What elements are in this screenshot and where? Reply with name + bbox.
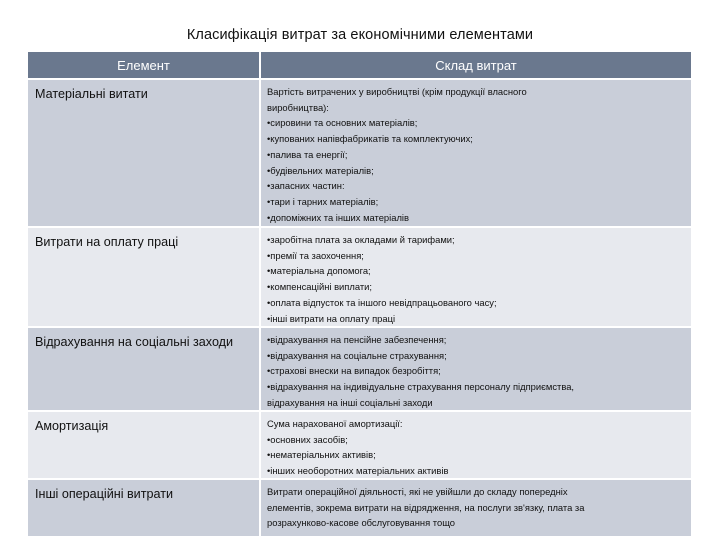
- composition-line: •основних засобів;: [267, 433, 348, 445]
- composition-line: Сума нарахованої амортизації:: [267, 418, 403, 429]
- composition-line: •відрахування на пенсійне забезпечення;: [267, 334, 447, 345]
- composition-line: елементів, зокрема витрати на відрядження, на послуги зв'язку, плата за: [267, 501, 585, 513]
- composition-line: •страхові внески на випадок безробіття;: [267, 365, 441, 377]
- row-element: Амортизація: [35, 419, 109, 433]
- row-element: Інші операційні витрати: [35, 487, 174, 501]
- composition-line: •інші витрати на оплату праці: [267, 312, 396, 324]
- row-element: Відрахування на соціальні заходи: [35, 335, 234, 349]
- composition-line: •відрахування на соціальне страхування;: [267, 349, 447, 361]
- table-row: [28, 410, 691, 478]
- composition-line: Вартість витрачених у виробництві (крім продукції власного: [267, 86, 527, 97]
- composition-line: •матеріальна допомога;: [267, 265, 371, 277]
- header-element: Елемент: [117, 57, 170, 73]
- composition-line: відрахування на інші соціальні заходи: [267, 396, 433, 408]
- composition-line: •премії та заохочення;: [267, 249, 364, 261]
- composition-line: Витрати операційної діяльності, які не увійшли до складу попередніх: [267, 486, 568, 497]
- header-composition: Склад витрат: [259, 52, 691, 78]
- table-header: [28, 52, 691, 78]
- composition-line: •відрахування на індивідуальне страхування персоналу підприємства,: [267, 381, 575, 393]
- composition-line: •запасних частин:: [267, 180, 345, 192]
- composition-line: •компенсаційні виплати;: [267, 281, 372, 293]
- composition-line: •нематеріальних активів;: [267, 449, 376, 461]
- table-row: [28, 478, 691, 536]
- table-row: [28, 326, 691, 410]
- composition-line: •сировини та основних матеріалів;: [267, 117, 418, 129]
- row-element: Матеріальні витати: [35, 87, 148, 101]
- composition-line: •заробітна плата за окладами й тарифами;: [267, 234, 455, 245]
- composition-line: розрахунково-касове обслуговування тощо: [267, 517, 456, 529]
- row-composition: [259, 480, 691, 536]
- composition-line: •тари і тарних матеріалів;: [267, 195, 379, 207]
- composition-line: •оплата відпусток та іншого невідпрацьованого часу;: [267, 296, 497, 308]
- row-element: Витрати на оплату праці: [35, 235, 179, 249]
- row-composition: [259, 412, 691, 478]
- row-composition: [259, 228, 691, 326]
- table-row: [28, 226, 691, 326]
- composition-line: •купованих напівфабрикатів та комплектуючих;: [267, 133, 473, 145]
- row-composition: [259, 328, 691, 410]
- composition-line: •допоміжних та інших матеріалів: [267, 211, 409, 223]
- table-row: [28, 78, 691, 226]
- composition-line: виробництва):: [267, 101, 329, 113]
- composition-line: •палива та енергії;: [267, 148, 348, 160]
- composition-line: •інших необоротних матеріальних активів: [267, 465, 449, 477]
- cost-classification-table: [28, 52, 691, 536]
- composition-line: •будівельних матеріалів;: [267, 164, 374, 176]
- row-composition: [259, 80, 691, 226]
- page-title: Класифікація витрат за економічними елементами: [186, 27, 534, 43]
